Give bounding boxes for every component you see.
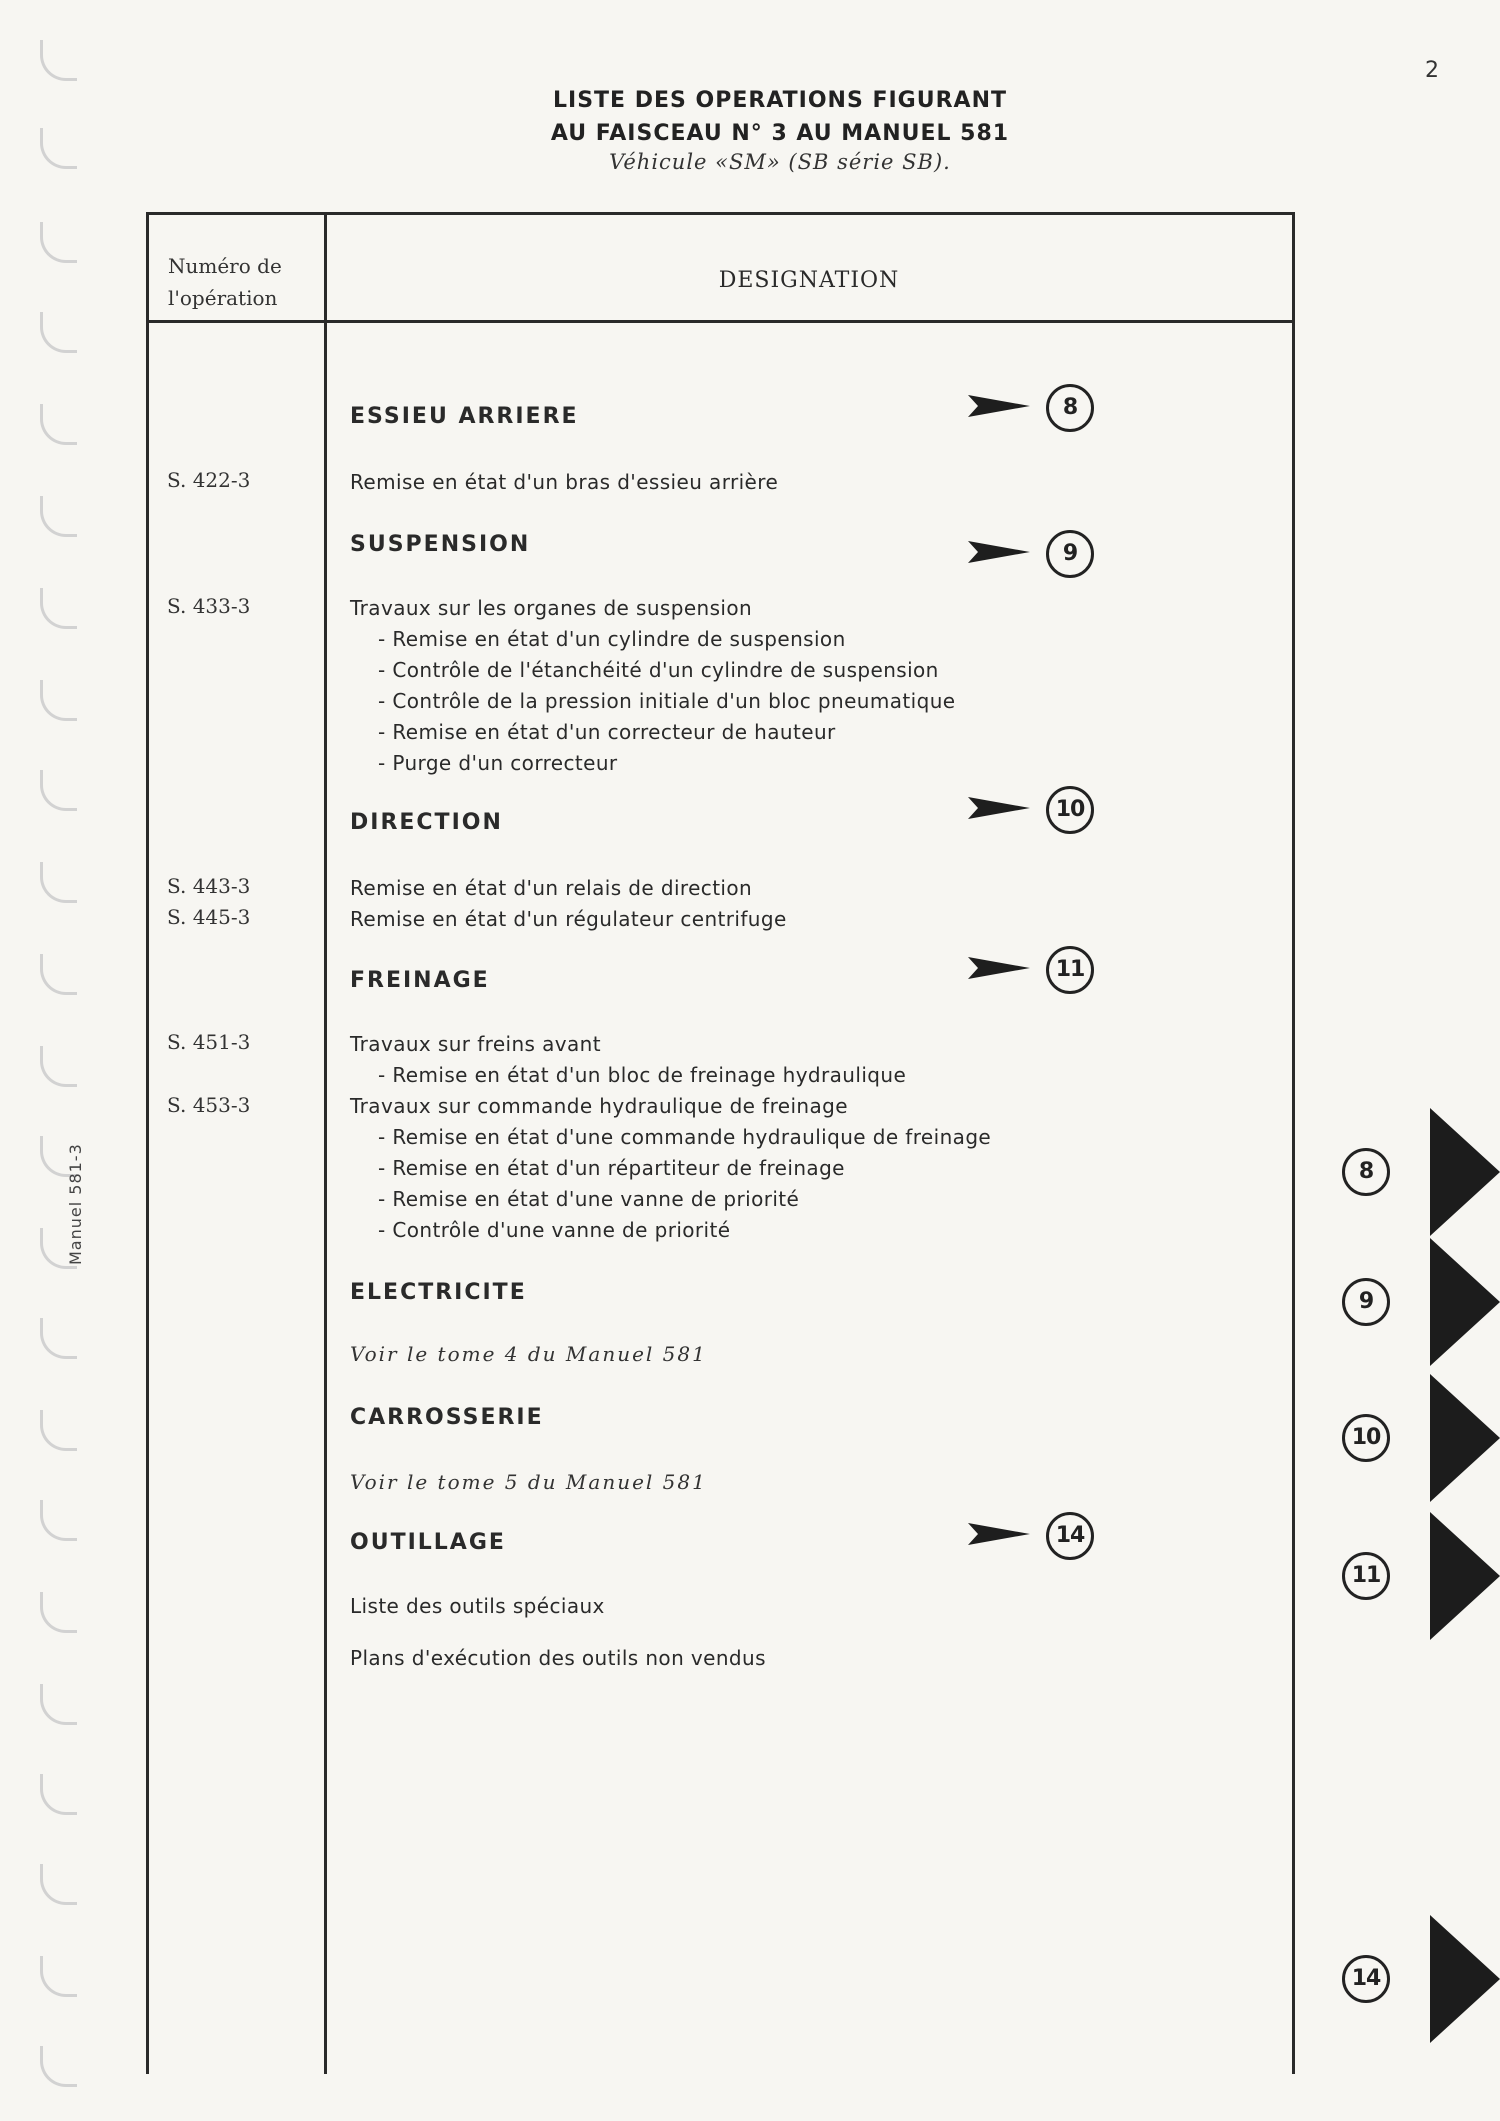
tab-triangle-icon: [1430, 1108, 1500, 1236]
operation-number: S. 443-3: [167, 874, 251, 898]
operation-sub-line: - Remise en état d'un répartiteur de freinage: [378, 1156, 845, 1180]
binder-hole: [40, 1410, 77, 1451]
section-title-outillage: OUTILLAGE: [350, 1530, 506, 1555]
column-header-operation-line-2: l'opération: [168, 286, 278, 310]
operation-sub-line: - Remise en état d'un correcteur de hauteur: [378, 720, 836, 744]
operation-line: Remise en état d'un régulateur centrifuge: [350, 907, 787, 931]
marker-number: 14: [1046, 1512, 1094, 1560]
tab-triangle-icon: [1430, 1374, 1500, 1502]
binder-hole: [40, 862, 77, 903]
tab-number: 8: [1342, 1148, 1390, 1196]
tab-triangle-icon: [1430, 1915, 1500, 2043]
section-title-essieu: ESSIEU ARRIERE: [350, 404, 579, 429]
binder-hole: [40, 1684, 77, 1725]
column-header-operation: [168, 250, 318, 314]
marker-number: 9: [1046, 530, 1094, 578]
section-reference-electricite: Voir le tome 4 du Manuel 581: [350, 1342, 707, 1366]
section-title-electricite: ELECTRICITE: [350, 1280, 527, 1305]
page-title: [450, 84, 1110, 150]
operation-sub-line: - Purge d'un correcteur: [378, 751, 618, 775]
side-label: Manuel 581-3: [66, 1143, 85, 1265]
column-header-designation: DESIGNATION: [718, 268, 900, 293]
tab-number: 9: [1342, 1278, 1390, 1326]
title-line-1: LISTE DES OPERATIONS FIGURANT: [553, 88, 1007, 113]
binder-hole: [40, 588, 77, 629]
binder-hole: [40, 404, 77, 445]
table-column-divider: [324, 212, 327, 2074]
operation-line: Liste des outils spéciaux: [350, 1594, 605, 1618]
section-title-direction: DIRECTION: [350, 810, 503, 835]
section-marker-direction[interactable]: [968, 786, 1096, 834]
section-reference-carrosserie: Voir le tome 5 du Manuel 581: [350, 1470, 707, 1494]
table-border-right: [1292, 212, 1295, 2074]
binder-hole: [40, 770, 77, 811]
operation-line: Travaux sur freins avant: [350, 1032, 601, 1056]
column-header-operation-line-1: Numéro de: [168, 254, 282, 278]
pointer-arrow-icon: [968, 795, 1030, 821]
operation-sub-line: - Remise en état d'une commande hydraulique de freinage: [378, 1125, 992, 1149]
marker-number: 10: [1046, 786, 1094, 834]
binder-hole: [40, 40, 77, 81]
binder-hole: [40, 1318, 77, 1359]
tab-number: 14: [1342, 1955, 1390, 2003]
tab-number: 11: [1342, 1552, 1390, 1600]
marker-number: 11: [1046, 946, 1094, 994]
edge-tab-10[interactable]: [1338, 1374, 1500, 1502]
binder-hole: [40, 1500, 77, 1541]
operation-line: Travaux sur les organes de suspension: [350, 596, 753, 620]
operation-number: S. 433-3: [167, 594, 251, 618]
binder-hole: [40, 1592, 77, 1633]
binder-hole: [40, 222, 77, 263]
section-title-carrosserie: CARROSSERIE: [350, 1405, 544, 1430]
operation-sub-line: - Remise en état d'un bloc de freinage hydraulique: [378, 1063, 907, 1087]
pointer-arrow-icon: [968, 955, 1030, 981]
section-marker-essieu[interactable]: [968, 384, 1096, 432]
operation-number: S. 422-3: [167, 468, 251, 492]
operation-sub-line: - Remise en état d'un cylindre de suspension: [378, 627, 846, 651]
tab-triangle-icon: [1430, 1512, 1500, 1640]
table-header-divider: [147, 320, 1294, 323]
operation-number: S. 453-3: [167, 1093, 251, 1117]
operation-sub-line: - Contrôle d'une vanne de priorité: [378, 1218, 731, 1242]
operation-line: Plans d'exécution des outils non vendus: [350, 1646, 766, 1670]
table-border-left: [146, 212, 149, 2074]
binder-hole: [40, 680, 77, 721]
pointer-arrow-icon: [968, 1521, 1030, 1547]
page-number: 2: [1425, 58, 1439, 83]
marker-number: 8: [1046, 384, 1094, 432]
section-title-suspension: SUSPENSION: [350, 532, 531, 557]
tab-number: 10: [1342, 1414, 1390, 1462]
operation-sub-line: - Contrôle de l'étanchéité d'un cylindre de suspension: [378, 658, 939, 682]
edge-tab-8[interactable]: [1338, 1108, 1500, 1236]
section-title-freinage: FREINAGE: [350, 968, 490, 993]
binder-hole: [40, 1774, 77, 1815]
section-marker-suspension[interactable]: [968, 530, 1096, 578]
title-line-2: AU FAISCEAU N° 3 AU MANUEL 581: [550, 121, 1010, 146]
pointer-arrow-icon: [968, 539, 1030, 565]
edge-tab-14[interactable]: [1338, 1915, 1500, 2043]
operation-number: S. 445-3: [167, 905, 251, 929]
page-subtitle: Véhicule «SM» (SB série SB).: [609, 150, 951, 174]
binder-hole: [40, 2046, 77, 2087]
pointer-arrow-icon: [968, 393, 1030, 419]
binder-hole: [40, 1046, 77, 1087]
operation-line: Remise en état d'un relais de direction: [350, 876, 753, 900]
edge-tab-9[interactable]: [1338, 1238, 1500, 1366]
binder-hole: [40, 496, 77, 537]
tab-triangle-icon: [1430, 1238, 1500, 1366]
binder-hole: [40, 1864, 77, 1905]
operation-line: Travaux sur commande hydraulique de freinage: [350, 1094, 848, 1118]
operation-line: Remise en état d'un bras d'essieu arrière: [350, 470, 779, 494]
section-marker-outillage[interactable]: [968, 1512, 1096, 1560]
operation-sub-line: - Remise en état d'une vanne de priorité: [378, 1187, 800, 1211]
edge-tab-11[interactable]: [1338, 1512, 1500, 1640]
operation-sub-line: - Contrôle de la pression initiale d'un bloc pneumatique: [378, 689, 956, 713]
table-border-top: [147, 212, 1294, 215]
binder-hole: [40, 1956, 77, 1997]
binder-hole: [40, 128, 77, 169]
operation-number: S. 451-3: [167, 1030, 251, 1054]
section-marker-freinage[interactable]: [968, 946, 1096, 994]
binder-hole: [40, 312, 77, 353]
binder-hole: [40, 954, 77, 995]
